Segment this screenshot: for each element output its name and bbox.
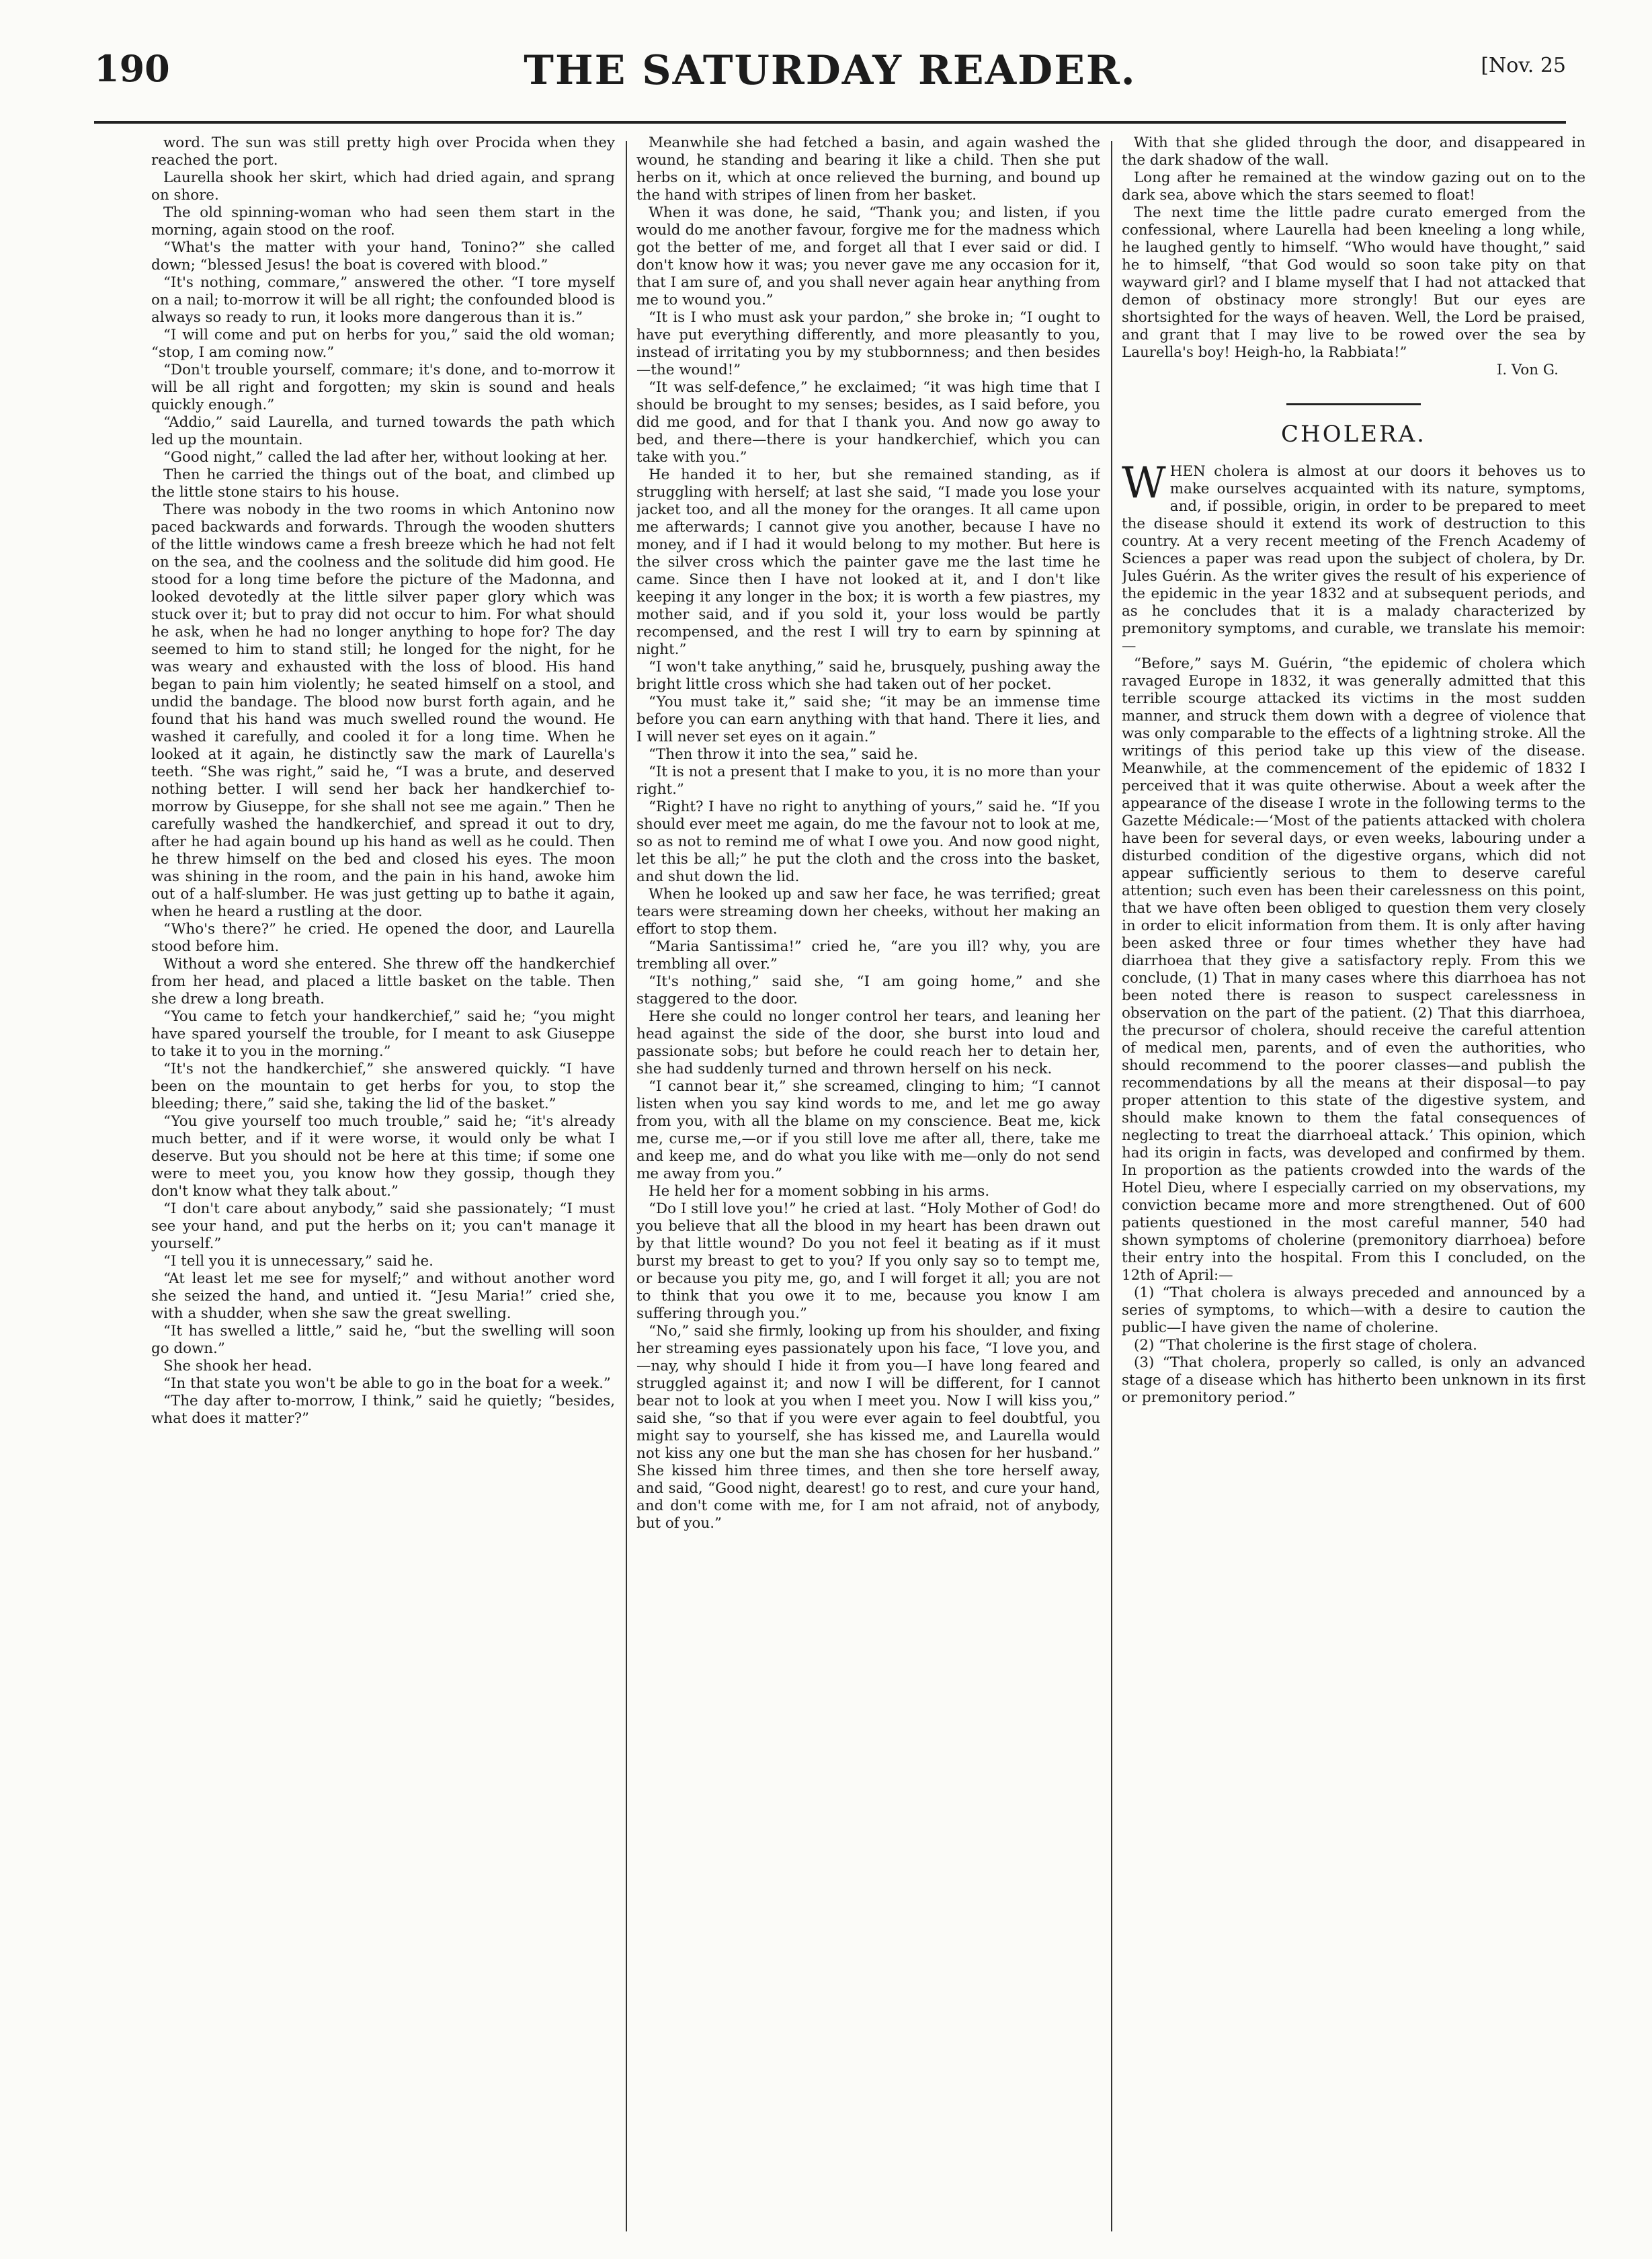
story-paragraph: “It was self-defence,” he exclaimed; “it was high time that I should be brought to my senses; besides, as I said before, you did me good, and for that I thank you. And now go away to bed, and there—there is your handkerchief, which you can take with you.”: [636, 379, 1100, 466]
story-paragraph: “Maria Santissima!” cried he, “are you ill? why, you are trembling all over.”: [636, 938, 1100, 973]
story-paragraph: Here she could no longer control her tears, and leaning her head against the side of the door, she burst into loud and passionate sobs; but before he could reach her to detain her, she had suddenly turned and thrown herself on his neck.: [636, 1008, 1100, 1077]
story-paragraph: “I cannot bear it,” she screamed, clinging to him; “I cannot listen when you say kind words to me, and let me go away from you, with all the blame on my conscience. Beat me, kick me, curse me,—or if you still love me after all, there, take me and keep me, and do what you like with me—only do not send me away from you.”: [636, 1078, 1100, 1182]
column-2: [636, 134, 1100, 2231]
story-paragraph: “Do I still love you!” he cried at last. “Holy Mother of God! do you believe that all the blood in my heart has been drawn out by that little wound? Do you not feel it beating as if it must burst my breast to get to you? If you only say so to tempt me, or because you pity me, go, and I will forget it all; you are not to think that you owe it to me, because you know I am suffering through you.”: [636, 1200, 1100, 1322]
story-paragraph: “It is I who must ask your pardon,” she broke in; “I ought to have put everything differently, and more pleasantly to you, instead of irritating you by my stubbornness; and then besides—the wound!”: [636, 309, 1100, 378]
story-paragraph: “Addio,” said Laurella, and turned towards the path which led up the mountain.: [151, 414, 615, 448]
story-paragraph: “It has swelled a little,” said he, “but the swelling will soon go down.”: [151, 1323, 615, 1357]
story-paragraph: With that she glided through the door, and disappeared in the dark shadow of the wall.: [1122, 134, 1585, 169]
story-paragraph: Then he carried the things out of the boat, and climbed up the little stone stairs to his house.: [151, 466, 615, 501]
story-paragraph: He handed it to her, but she remained standing, as if struggling with herself; at last she said, “I made you lose your jacket too, and all the money for the oranges. It all came upon me afterwards; I cannot give you another, because I have no money, and if I had it would belong to my mother. But here is the silver cross which the painter gave me the last time he came. Since then I have not looked at it, and I don't like keeping it any longer in the box; it is worth a few piastres, my mother said, and if you sold it, your loss would be partly recompensed, and the rest I will try to earn by spinning at night.”: [636, 466, 1100, 658]
article-title: CHOLERA.: [1281, 421, 1426, 448]
article-paragraph: (2) “That cholerine is the first stage of cholera.: [1134, 1337, 1477, 1354]
story-paragraph: “Right? I have no right to anything of yours,” said he. “If you should ever meet me again, do me the favour not to look at me, so as not to remind me of what I owe you. And now good night, let this be all;” he put the cloth and the cross into the basket, and shut down the lid.: [636, 798, 1100, 885]
page-number: 190: [94, 47, 170, 90]
article-paragraph: “Before,” says M. Guérin, “the epidemic of cholera which ravaged Europe in 1832, it was generally admitted that this terrible scourge attacked its victims in the most sudden manner, and struck them down with a degree of violence that was only comparable to the effects of a lightning stroke. All the writings of this period take up this view of the disease. Meanwhile, at the commencement of the epidemic of 1832 I perceived that it was quite otherwise. About a week after the appearance of the disease I wrote in the following terms to the Gazette Médicale:—‘Most of the patients attacked with cholera have been for several days, or even weeks, labouring under a disturbed condition of the digestive organs, which did not appear sufficiently serious to them to deserve careful attention; such even has been their carelessness on this point, that we have often been obliged to question them very closely in order to elicit information from them. It is only after having been asked three or four times whether they have had diarrhoea that they give a satisfactory reply. From this we conclude, (1) That in many cases where this diarrhoea has not been noted there is reason to suspect carelessness in observation on the part of the patient. (2) That this diarrhoea, the precursor of cholera, should receive the careful attention of medical men, parents, and of even the authorities, who should recommend to the poorer classes—and publish the recommendations by all the means at their disposal—to pay proper attention to this state of the digestive system, and should make known to them the fatal consequences of neglecting to treat the diarrhoeal attack.’ This opinion, which had its origin in facts, was developed and confirmed by them. In proportion as the patients crowded into the wards of the Hotel Dieu, where I especially carried on my observations, my conviction became more and more strengthened. Out of 600 patients questioned in the most careful manner, 540 had shown symptoms of cholerine (premonitory diarrhoea) before their entry into the hospital. From this I concluded, on the 12th of April:—: [1122, 655, 1585, 1284]
story-paragraph: “I tell you it is unnecessary,” said he.: [163, 1253, 433, 1270]
story-paragraph: “In that state you won't be able to go in the boat for a week.”: [163, 1375, 611, 1392]
story-paragraph: He held her for a moment sobbing in his arms.: [649, 1183, 990, 1200]
story-paragraph: “It's nothing, commare,” answered the other. “I tore myself on a nail; to-morrow it will be all right; the confounded blood is always so ready to run, it looks more dangerous than it is.”: [151, 274, 615, 326]
story-paragraph: “I don't care about anybody,” said she passionately; “I must see your hand, and put the herbs on it; you can't manage it yourself.”: [151, 1200, 615, 1252]
story-paragraph: “Good night,” called the lad after her, without looking at her.: [163, 449, 608, 466]
story-paragraph: “You give yourself too much trouble,” said he; “it's already much better, and if it were worse, it would only be what I deserve. But you should not be here at this time; if some one were to meet you, you know how they gossip, though they don't know what they talk about.”: [151, 1113, 615, 1200]
story-paragraph: The old spinning-woman who had seen them start in the morning, again stood on the roof.: [151, 204, 615, 239]
story-paragraph: “It's nothing,” said she, “I am going home,” and she staggered to the door.: [636, 973, 1100, 1008]
article-paragraph: (1) “That cholera is always preceded and announced by a series of symptoms, to which—with a desire to caution the public—I have given the name of cholerine.: [1122, 1284, 1585, 1336]
masthead: THE SATURDAY READER.: [524, 47, 1137, 94]
story-paragraph: When it was done, he said, “Thank you; and listen, if you would do me another favour, forgive me for the madness which got the better of me, and forget all that I ever said or did. I don't know how it was; you never gave me any occasion for it, that I am sure of, and you shall never again hear anything from me to wound you.”: [636, 204, 1100, 309]
issue-date: [Nov. 25: [1481, 54, 1566, 77]
story-paragraph: “At least let me see for myself;” and without another word she seized the hand, and untied it. “Jesu Maria!” cried she, with a shudder, when she saw the great swelling.: [151, 1270, 615, 1322]
column-3: [1122, 134, 1585, 2231]
story-paragraph: She shook her head.: [163, 1358, 313, 1374]
column-rule: [626, 141, 627, 2231]
article-paragraph: (3) “That cholera, properly so called, is only an advanced stage of a disease which has hitherto been unknown in its first or premonitory period.”: [1122, 1354, 1585, 1406]
story-paragraph: “The day after to-morrow, I think,” said he quietly; “besides, what does it matter?”: [151, 1393, 615, 1427]
story-paragraph: “Don't trouble yourself, commare; it's done, and to-morrow it will be all right and forgotten; my skin is sound and heals quickly enough.”: [151, 362, 615, 413]
column-1: [151, 134, 615, 2231]
story-paragraph: “No,” said she firmly, looking up from his shoulder, and fixing her streaming eyes passionately upon his face, “I love you, and—nay, why should I hide it from you—I have long feared and struggled against it; and now I will be different, for I cannot bear not to look at you when I meet you. Now I will kiss you,” said she, “so that if you were ever again to feel doubtful, you might say to yourself, she has kissed me, and Laurella would not kiss any one but the man she has chosen for her husband.” She kissed him three times, and then she tore herself away, and said, “Good night, dearest! go to rest, and cure your hand, and don't come with me, for I am not afraid, not of anybody, but of you.”: [636, 1323, 1100, 1532]
story-paragraph: “Who's there?” he cried. He opened the door, and Laurella stood before him.: [151, 921, 615, 955]
story-paragraph: “It's not the handkerchief,” she answered quickly. “I have been on the mountain to get herbs for you, to stop the bleeding; there,” said she, taking the lid of the basket.”: [151, 1061, 615, 1112]
story-paragraph: “It is not a present that I make to you, it is no more than your right.”: [636, 764, 1100, 798]
story-paragraph: The next time the little padre curato emerged from the confessional, where Laurella had been kneeling a long while, he laughed gently to himself. “Who would have thought,” said he to himself, “that God would so soon take pity on that wayward girl? and I blame myself that I had not attacked that demon of obstinacy more strongly! But our eyes are shortsighted for the ways of heaven. Well, the Lord be praised, and grant that I may live to be rowed over the sea by Laurella's boy! Heigh-ho, la Rabbiata!”: [1122, 204, 1585, 361]
article-separator: [1286, 403, 1421, 405]
story-paragraph: When he looked up and saw her face, he was terrified; great tears were streaming down her cheeks, without her making an effort to stop them.: [636, 886, 1100, 938]
story-paragraph: Without a word she entered. She threw off the handkerchief from her head, and placed a little basket on the table. Then she drew a long breath.: [151, 956, 615, 1008]
page-header: [94, 47, 1566, 94]
story-paragraph: “I won't take anything,” said he, brusquely, pushing away the bright little cross which she had taken out of her pocket.: [636, 659, 1100, 693]
story-paragraph: “You came to fetch your handkerchief,” said he; “you might have spared yourself the trouble, for I meant to ask Giuseppe to take it to you in the morning.”: [151, 1008, 615, 1060]
story-paragraph: “You must take it,” said she; “it may be an immense time before you can earn anything with that hand. There it lies, and I will never set eyes on it again.”: [636, 694, 1100, 745]
header-rule: [94, 121, 1566, 124]
article-paragraph: HEN cholera is almost at our doors it behoves us to make ourselves acquainted with its nature, symptoms, and, if possible, origin, in order to be prepared to meet the disease should it extend its work of destruction to this country. At a very recent meeting of the French Academy of Sciences a paper was read upon the subject of cholera, by Dr. Jules Guérin. As the writer gives the result of his experience of the epidemic in the year 1832 and at subsequent periods, and as he concludes that it is a malady characterized by premonitory symptoms, and curable, we translate his memoir:—: [1122, 463, 1585, 655]
author-signature: I. Von G.: [1496, 362, 1559, 378]
story-paragraph: “What's the matter with your hand, Tonino?” she called down; “blessed Jesus! the boat is covered with blood.”: [151, 239, 615, 274]
column-rule: [1111, 141, 1112, 2231]
story-paragraph: word. The sun was still pretty high over Procida when they reached the port.: [151, 134, 615, 169]
drop-cap: W: [1122, 458, 1166, 508]
story-paragraph: Long after he remained at the window gazing out on to the dark sea, above which the stars seemed to float!: [1122, 169, 1585, 204]
story-paragraph: Laurella shook her skirt, which had dried again, and sprang on shore.: [151, 169, 615, 204]
story-paragraph: Meanwhile she had fetched a basin, and again washed the wound, he standing and bearing it like a child. Then she put herbs on it, which at once relieved the burning, and bound up the hand with stripes of linen from her basket.: [636, 134, 1100, 204]
story-paragraph: “I will come and put on herbs for you,” said the old woman; “stop, I am coming now.”: [151, 327, 615, 361]
story-paragraph: “Then throw it into the sea,” said he.: [649, 746, 918, 763]
story-paragraph: There was nobody in the two rooms in which Antonino now paced backwards and forwards. Through the wooden shutters of the little windows came a fresh breeze which he had not felt on the sea, and the coolness and the solitude did him good. He stood for a long time before the picture of the Madonna, and looked devotedly at the little silver paper glory which was stuck over it; but to pray did not occur to him. For what should he ask, when he had no longer anything to hope for? The day seemed to him to stand still; he longed for the night, for he was weary and exhausted with the loss of blood. His hand began to pain him violently; he seated himself on a stool, and undid the bandage. The blood now burst forth again, and he found that his hand was much swelled round the wound. He washed it carefully, and cooled it for a long time. When he looked at it again, he distinctly saw the mark of Laurella's teeth. “She was right,” said he, “I was a brute, and deserved nothing better. I will send her back her handkerchief to-morrow by Giuseppe, for she shall not see me again.” Then he carefully washed the handkerchief, and spread it out to dry, after he had again bound up his hand as well as he could. Then he threw himself on the bed and closed his eyes. The moon was shining in the room, and the pain in his hand, awoke him out of a half-slumber. He was just getting up to bathe it again, when he heard a rustling at the door.: [151, 501, 615, 920]
